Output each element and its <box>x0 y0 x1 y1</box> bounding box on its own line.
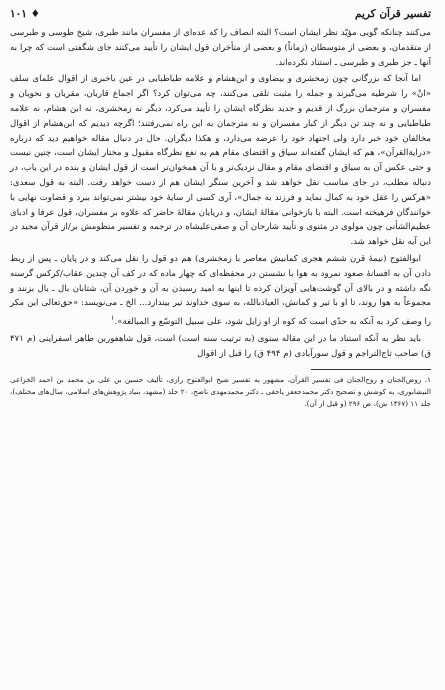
footnote-marker: ۱ <box>110 314 115 323</box>
main-text <box>10 26 431 361</box>
footnote: ۱. روض‌الجنان و روح‌الجنان فی تفسیر القرآن، مشهور به تفسیر شیخ ابوالفتوح رازی، تألیف حسین بن علی بن محمد بن احمد الخزاعی النیشابوری، به کوشش و تصحیح دکتر محمدجعفر یاحقی ـ دکتر محمدمهدی ناصح، ۲۰ جلد (مشهد، بنیاد پژوهش‌های اسلامی، سال‌های مختلف)، جلد ۱۱ (۱۳۶۷ ش)، ص ۲۹۶ (و قبل از آن). <box>10 375 431 409</box>
paragraph-3-text: ابوالفتوح (نیمهٔ قرن ششم هجری کمابیش معاصر با زمخشری) هم دو قول را نقل می‌کند و در پایان ـ پس از ربط دادن آن به افسانهٔ صعود نمرود به هوا با نشستن در محفظه‌ای که چهار ماده که در کف آن چندین عقاب/کرکس گرسنه نگه داشته و در بالای آن گوشت‌هایی آویزان کرده تا اینها به امید رسیدن به آن و خوردن آن، شتابان بال ـ بال بزنند و مجموعاً به هوا روند، تا او با تیر و کمانش، العیاذبالله، به سوی خداوند تیر بیندازد... الخ ـ می‌نویسد: «حق‌تعالی این مکر را وصف کرد به آنکه به حدّی است که کوه از او زایل شود، علی سبیل التوسّع و المبالغة». <box>10 253 431 327</box>
paragraph-3 <box>10 252 431 330</box>
paragraph-1: می‌کنند چنانکه گویی مؤیّد نظر ایشان است؟ البته انصاف را که عده‌ای از مفسران مانند طبری، شیخ طوسی و طبرسی از متقدمان، و بعضی از متوسطان (زماناً) و بعضی از متأخران قول ایشان را تأیید می‌کنند جای شگفتی است که چرا به آنها ـ جز طبری و طبرسی ـ استناد نکرده‌اند. <box>10 28 431 68</box>
paragraph-2: اما آنجا که بزرگانی چون زمخشری و بیضاوی و ابن‌هشام و علامه طباطبایی در عین باخبری از اقوال علمای سلف «انْ» را شرطیه می‌گیرند و جمله را مثبت تلقی می‌کنند، چه می‌توان کرد؟ اگر اجماع قاریان، مقریان و نحویان و مفسران و مترجمان بزرگ از قدیم و جدید نظرگاه ایشان را تأیید می‌کرد، دیگر نه زمخشری، نه ابن هشام، نه علامه طباطبایی و نه چند تن دیگر از کبار مفسران و نه مترجمان به این راه نمی‌رفتند؛ اگرچه دیدیم که ابن‌هشام از اقوال مخالفان خود خبر دارد ولی اجتهاد خود را عرضه می‌دارد، و هکذا دیگران. حال در دنبال مقاله خواهیم دید که درباره «درایةالقرآن»، هم که ایشان گفته‌اند سیاق و اقتضای مقام هم به نفع نظرگاه مقبول و مختار ایشان است، چنین نیست و حتی عکس آن به سیاق و اقتضای مقام و مقال نزدیک‌تر و با آن همخوان‌تر است از قول ایشان و بنده در این باب، در دنباله مطلب، در جای مناسب نقل خواهد شد و آخرین سنگر ایشان هم از دست خواهد رفت. البته به قول سعدی: «هرکس را عقل خود به کمال نماید و فرزند به جمال»، آری کسی از سایهٔ خود بیشتر نمی‌تواند ببرد و قضاوت نهایی با خوانندگان فرهیخته است. البته با بازخوانی مقالهٔ ایشان، و دریایان مقالهٔ حاضر که علاوه بر مفسران، قول عرفا و ادبای عظیم‌الشأنی چون مولوی در مثنوی و تأیید شارحان آن و صفی‌علیشاه در ترجمه و تفسیر منظومش بر/از قرآن مجید در این آیه نقل خواهد شد. <box>10 74 431 248</box>
page-number: ۱۰۱ ♦ <box>10 8 40 20</box>
running-title: تفسیر قرآن کریم <box>354 8 431 20</box>
running-header <box>10 6 431 22</box>
footnote-separator <box>311 369 431 370</box>
paragraph-4: باید نظر به آنکه استناد ما در این مقاله سنوی (به ترتیب سنه است) است، قول شاهفوربن طاهر اسفراینی (م ۴۷۱ ق) صاحب تاج‌التراجم و قول سورآبادی (م ۴۹۴ ق) را قبل از اقوال <box>10 333 431 359</box>
